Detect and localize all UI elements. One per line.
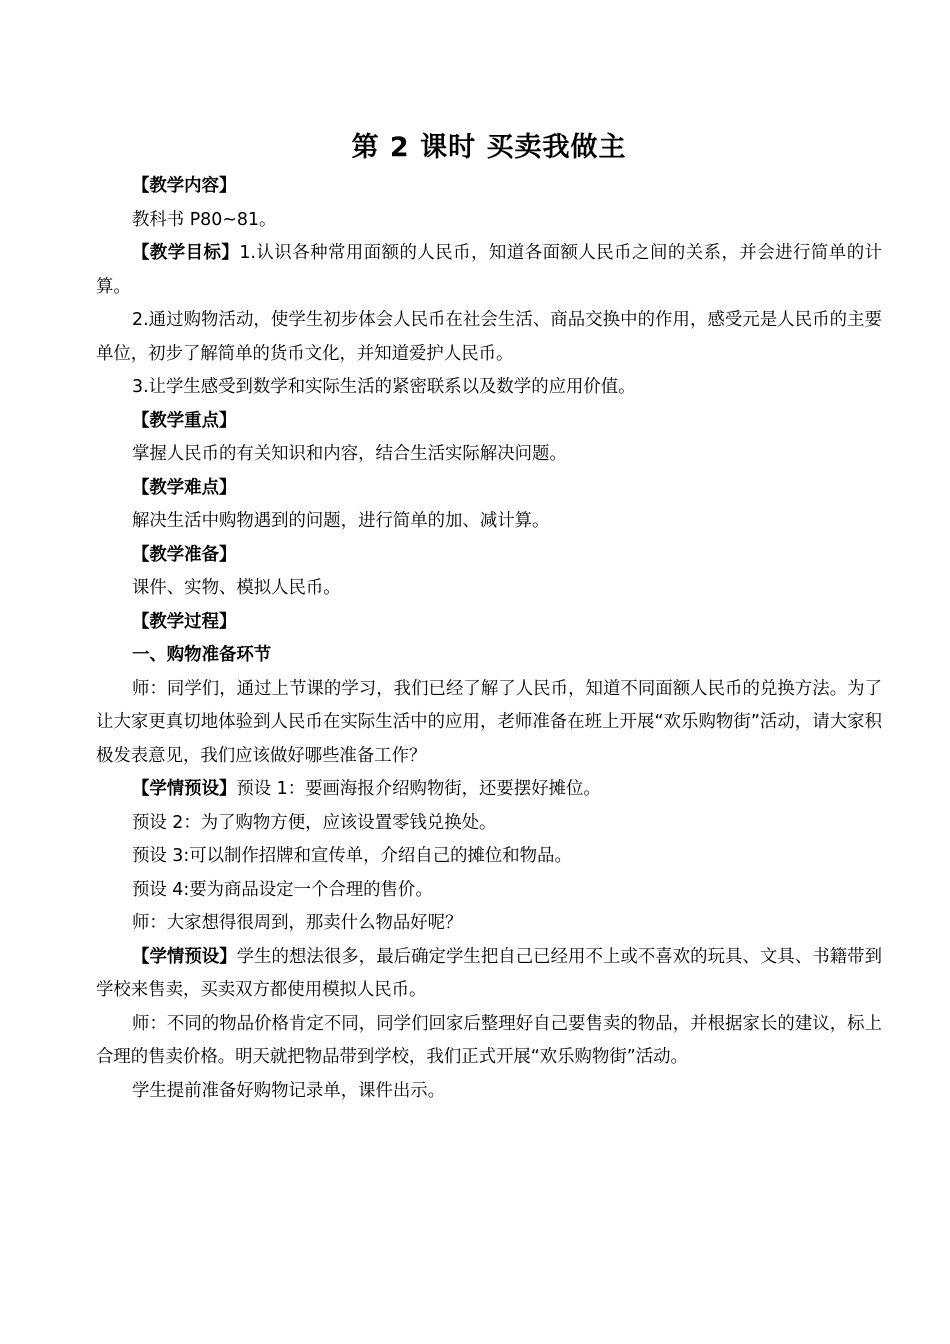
prep-heading: 【教学准备】: [132, 544, 237, 565]
preset-para-1: [96, 773, 882, 807]
content-heading-para: [96, 170, 882, 204]
preset-3: 预设 3:可以制作招牌和宣传单，介绍自己的摊位和物品。: [132, 846, 572, 866]
preset-5: 学生的想法很多，最后确定学生把自己已经用不上或不喜欢的玩具、文具、书籍带到学校来售卖，买卖双方都使用模拟人民币。: [96, 946, 882, 1000]
document-page: [96, 126, 882, 1108]
section-1-heading: 一、购物准备环节: [132, 645, 272, 665]
key-heading-para: [96, 405, 882, 439]
content-text: 教科书 P80~81。: [132, 209, 277, 230]
teacher-3: 师：不同的物品价格肯定不同，同学们回家后整理好自己要售卖的物品，并根据家长的建议，标上合理的售卖价格。明天就把物品带到学校，我们正式开展“欢乐购物街”活动。: [96, 1013, 882, 1067]
teacher-2: 师：大家想得很周到，那卖什么物品好呢？: [132, 913, 463, 933]
preset-heading-1: 【学情预设】: [132, 779, 237, 799]
preset-para-2: [96, 941, 882, 1008]
closing: 学生提前准备好购物记录单，课件出示。: [132, 1080, 446, 1101]
goals-heading: 【教学目标】: [132, 243, 240, 263]
goals-para: [96, 237, 882, 304]
difficulty-heading-para: [96, 472, 882, 506]
page-title: 第 2 课时 买卖我做主: [351, 132, 627, 163]
difficulty-text: 解决生活中购物遇到的问题，进行简单的加、减计算。: [132, 511, 550, 531]
teacher-1: 师：同学们，通过上节课的学习，我们已经了解了人民币，知道不同面额人民币的兑换方法。为了让大家更真切地体验到人民币在实际生活中的应用，老师准备在班上开展“欢乐购物街”活动，请大家积极发表意见，我们应该做好哪些准备工作？: [96, 678, 882, 766]
prep-text: 课件、实物、模拟人民币。: [132, 578, 341, 598]
preset-4: 预设 4:要为商品设定一个合理的售价。: [132, 879, 433, 900]
prep-heading-para: [96, 539, 882, 573]
preset-1: 预设 1：要画海报介绍购物街，还要摆好摊位。: [236, 779, 601, 799]
preset-2: 预设 2：为了购物方便，应该设置零钱兑换处。: [132, 812, 497, 833]
content-heading: 【教学内容】: [132, 176, 237, 196]
goal-1: 1.认识各种常用面额的人民币，知道各面额人民币之间的关系，并会进行简单的计算。: [96, 243, 882, 297]
difficulty-heading: 【教学难点】: [132, 477, 237, 498]
process-heading: 【教学过程】: [132, 611, 237, 632]
key-heading: 【教学重点】: [132, 410, 237, 431]
key-text: 掌握人民币的有关知识和内容，结合生活实际解决问题。: [132, 444, 567, 464]
preset-heading-2: 【学情预设】: [132, 946, 237, 967]
process-heading-para: [96, 606, 882, 640]
goal-2: 2.通过购物活动，使学生初步体会人民币在社会生活、商品交换中的作用，感受元是人民币的主要单位，初步了解简单的货币文化，并知道爱护人民币。: [96, 310, 882, 364]
goal-3: 3.让学生感受到数学和实际生活的紧密联系以及数学的应用价值。: [132, 377, 636, 397]
